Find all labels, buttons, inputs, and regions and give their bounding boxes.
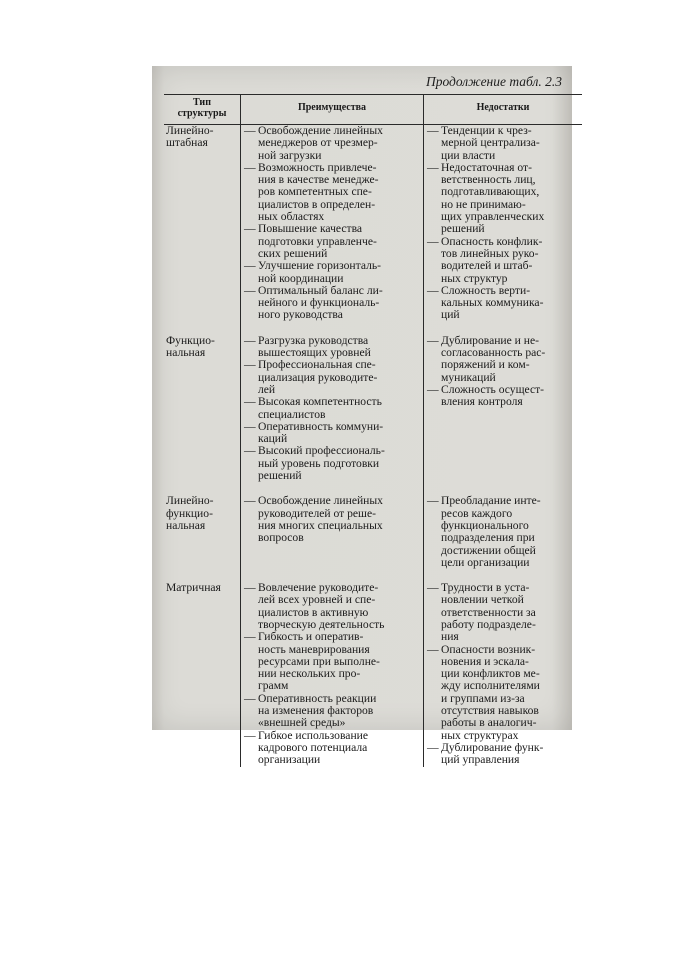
row-spacer xyxy=(164,322,582,335)
advantages-cell xyxy=(241,495,424,569)
table-body xyxy=(164,125,582,767)
advantage-item: — Возможность привлече- ния в качестве менедже- ров компетентных спе- циалистов в определен- ных областях xyxy=(244,162,421,223)
structure-type-cell: Линейно- штабная xyxy=(166,124,214,150)
table-row xyxy=(164,582,582,766)
advantages-cell xyxy=(241,125,424,322)
structure-type-cell: Линейно- функцио- нальная xyxy=(166,494,214,532)
advantages-cell xyxy=(241,335,424,483)
advantage-item: — Освобождение линейных руководителей от реше- ния многих специальных вопросов xyxy=(244,495,421,544)
advantages-cell xyxy=(241,582,424,766)
header-advantages: Преимущества xyxy=(241,95,424,125)
disadvantage-item: — Опасность конфлик- тов линейных руко- водителей и штаб- ных структур xyxy=(427,236,580,285)
spacer-cell xyxy=(424,322,583,335)
disadvantage-item: — Сложность верти- кальных коммуника- ций xyxy=(427,285,580,322)
table-caption: Продолжение табл. 2.3 xyxy=(425,74,562,89)
table-row xyxy=(164,335,582,483)
advantage-item: — Профессиональная спе- циализация руководите- лей xyxy=(244,359,421,396)
advantage-item: — Улучшение горизонталь- ной координации xyxy=(244,260,421,285)
advantage-item: — Повышение качества подготовки управленче- ских решений xyxy=(244,223,421,260)
advantage-item: — Вовлечение руководите- лей всех уровней и спе- циалистов в активную творческую деятельность xyxy=(244,582,421,631)
advantage-item: — Высокий профессиональ- ный уровень подготовки решений xyxy=(244,445,421,482)
disadvantage-item: — Трудности в уста- новлении четкой ответственности за работу подразделе- ния xyxy=(427,582,580,643)
disadvantages-cell xyxy=(424,582,583,766)
advantage-item: — Гибкость и оператив- ность маневрирования ресурсами при выполне- нии нескольких про- грамм xyxy=(244,631,421,692)
scanned-page xyxy=(152,66,572,767)
structures-table xyxy=(164,94,582,767)
disadvantage-item: — Дублирование и не- согласованность рас- поряжений и ком- муникаций xyxy=(427,335,580,384)
disadvantage-item: — Опасности возник- новения и эскала- ции конфликтов ме- жду исполнителями и группами из-за отсутствия навыков работы в аналогич- ных структурах xyxy=(427,644,580,742)
structure-type-cell: Функцио- нальная xyxy=(166,333,215,360)
advantage-item: — Высокая компетентность специалистов xyxy=(244,396,421,421)
disadvantage-item: — Дублирование функ- ций управления xyxy=(427,742,580,767)
disadvantage-item: — Сложность осущест- вления контроля xyxy=(427,384,580,409)
disadvantage-item: — Недостаточная от- ветственность лиц, подготавливающих, но не принимаю- щих управленческих решений xyxy=(427,162,580,236)
structure-type-cell: Матричная xyxy=(166,581,221,595)
disadvantages-cell xyxy=(424,125,583,322)
table-row xyxy=(164,495,582,569)
advantage-item: — Гибкое использование кадрового потенциала организации xyxy=(244,730,421,767)
table-row xyxy=(164,125,582,322)
disadvantage-item: — Преобладание инте- ресов каждого функционального подразделения при достижении общей цели организации xyxy=(427,495,580,569)
advantage-item: — Оптимальный баланс ли- нейного и функциональ- ного руководства xyxy=(244,285,421,322)
disadvantages-cell xyxy=(424,495,583,569)
advantage-item: — Оперативность реакции на изменения факторов «внешней среды» xyxy=(244,693,421,730)
advantage-item: — Освобождение линейных менеджеров от чрезмер- ной загрузки xyxy=(244,125,421,162)
header-disadvantages: Недостатки xyxy=(424,95,583,125)
header-row xyxy=(164,95,582,125)
header-type: Тип структуры xyxy=(164,95,241,125)
advantage-item: — Разгрузка руководства вышестоящих уровней xyxy=(244,335,421,360)
advantage-item: — Оперативность коммуни- каций xyxy=(244,421,421,446)
disadvantage-item: — Тенденции к чрез- мерной централиза- ции власти xyxy=(427,125,580,162)
spacer-cell xyxy=(164,322,241,335)
disadvantages-cell xyxy=(424,335,583,483)
spacer-cell xyxy=(241,322,424,335)
